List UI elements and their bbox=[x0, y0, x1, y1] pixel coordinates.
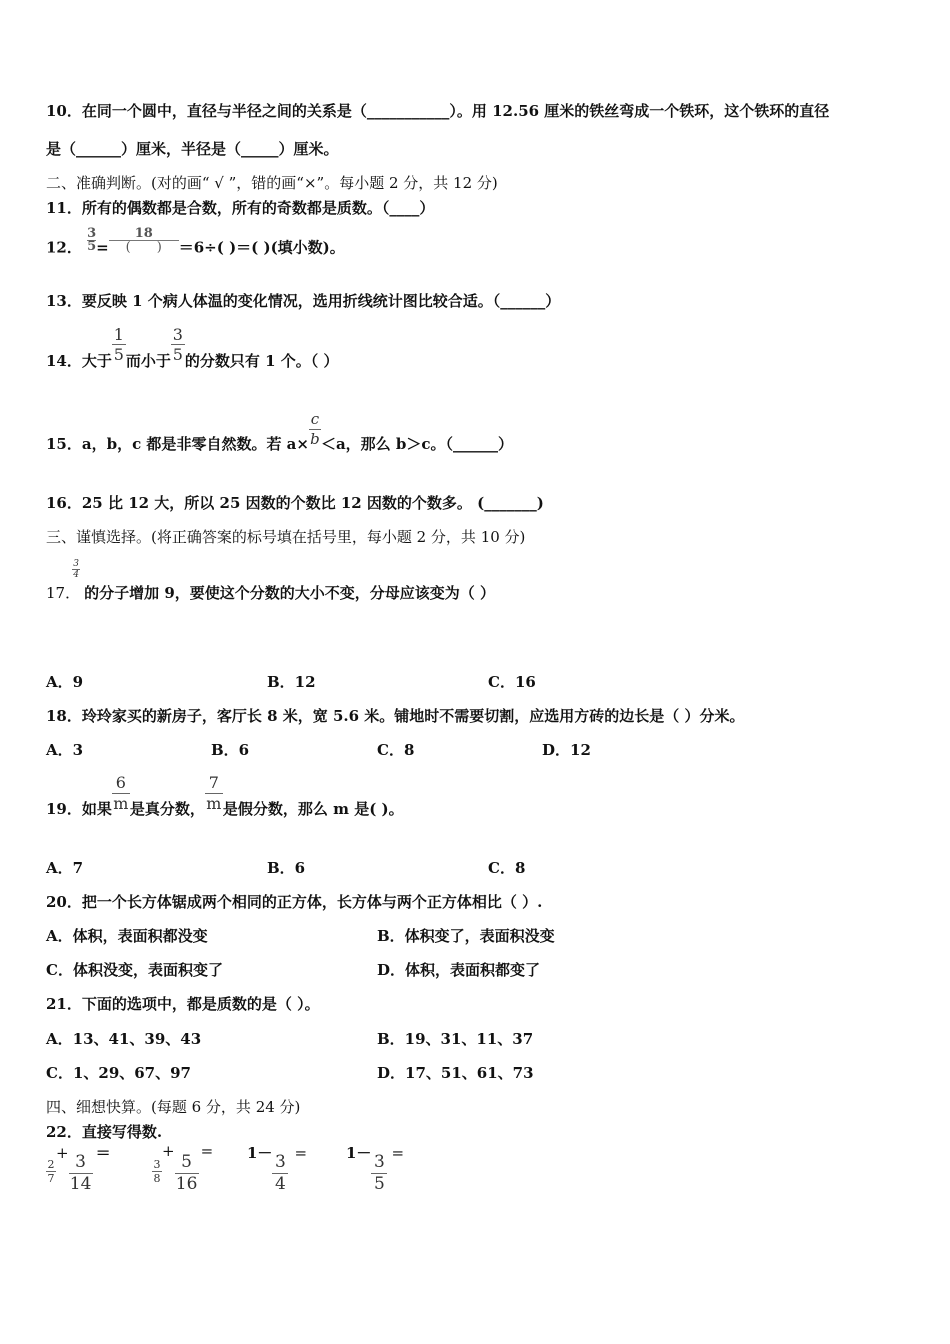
q17-fraction-3-4: $\frac{3}{4}$ bbox=[73, 559, 79, 580]
q18-option-b[interactable]: B．6 bbox=[211, 741, 250, 759]
q22-e1-fraction-b: $\frac{3}{14}$ bbox=[69, 1152, 92, 1194]
q10-line1: 10．在同一个圆中，直径与半径之间的关系是（___________）。用 12.56 厘米的铁丝弯成一个铁环，这个铁环的直径 bbox=[46, 102, 830, 120]
q12: 12． $\frac{3}{5}$ = $\frac{18}{( )}$ ＝6÷( )＝( )(填小数)。 bbox=[46, 226, 345, 257]
q12-fraction-3-5: $\frac{3}{5}$ bbox=[87, 226, 97, 254]
q22-e2-fraction-a: $\frac{3}{8}$ bbox=[153, 1158, 161, 1185]
q17-option-a[interactable]: A．9 bbox=[46, 673, 84, 691]
q18: 18．玲玲家买的新房子，客厅长 8 米，宽 5.6 米。铺地时不需要切割，应选用方砖的边长是（ ）分米。 bbox=[46, 707, 745, 725]
q22-expression-4: 1－ $\frac{3}{5}$ = bbox=[346, 1144, 405, 1194]
q12-fraction-18-blank: $\frac{18}{( )}$ bbox=[109, 227, 179, 254]
q20-option-c[interactable]: C．体积没变，表面积变了 bbox=[46, 961, 223, 979]
q22-expression-1: $\frac{2}{7}$ + $\frac{3}{14}$ ＝ bbox=[47, 1144, 111, 1194]
q20-option-a[interactable]: A．体积，表面积都没变 bbox=[46, 927, 208, 945]
q18-option-c[interactable]: C．8 bbox=[377, 741, 415, 759]
q12-number: 12 bbox=[46, 238, 67, 257]
q22-e1-fraction-a: $\frac{2}{7}$ bbox=[47, 1158, 55, 1185]
section-4-heading: 四、细想快算。(每题 6 分，共 24 分) bbox=[46, 1098, 301, 1116]
q18-option-d[interactable]: D．12 bbox=[542, 741, 591, 759]
q20-option-d[interactable]: D．体积，表面积都变了 bbox=[377, 961, 541, 979]
q15-fraction-c-b: $\frac{c}{b}$ bbox=[310, 410, 320, 448]
section-2-heading: 二、准确判断。(对的画“ √ ”，错的画“×”。每小题 2 分，共 12 分) bbox=[46, 174, 498, 192]
q22-e3-fraction: $\frac{3}{4}$ bbox=[272, 1152, 288, 1195]
q10-line2: 是（______）厘米，半径是（_____）厘米。 bbox=[46, 140, 339, 158]
q15: 15．a，b，c 都是非零自然数。若 a× $\frac{c}{b}$ ＜a，那么 b＞c。（______） bbox=[46, 410, 514, 453]
q17-option-c[interactable]: C．16 bbox=[488, 673, 536, 691]
q21-option-a[interactable]: A．13、41、39、43 bbox=[46, 1030, 202, 1048]
q21-option-d[interactable]: D．17、51、61、73 bbox=[377, 1064, 534, 1082]
q14-fraction-3-5: $\frac{3}{5}$ bbox=[172, 325, 183, 364]
q22-e4-fraction: $\frac{3}{5}$ bbox=[371, 1152, 387, 1195]
q13: 13．要反映 1 个病人体温的变化情况，选用折线统计图比较合适。（______） bbox=[46, 292, 561, 310]
q21-option-c[interactable]: C．1、29、67、97 bbox=[46, 1064, 191, 1082]
q19-option-c[interactable]: C．8 bbox=[488, 859, 526, 877]
q12-rest: ＝6÷( )＝( )(填小数)。 bbox=[178, 238, 345, 257]
q19-option-b[interactable]: B．6 bbox=[267, 859, 306, 877]
q22: 22．直接写得数. bbox=[46, 1123, 163, 1141]
q20-option-b[interactable]: B．体积变了，表面积没变 bbox=[377, 927, 555, 945]
q20: 20．把一个长方体锯成两个相同的正方体，长方体与两个正方体相比（ ）. bbox=[46, 893, 543, 911]
q19-fraction-6-m: $\frac{6}{m}$ bbox=[113, 773, 129, 813]
q19-option-a[interactable]: A．7 bbox=[46, 859, 84, 877]
q18-option-a[interactable]: A．3 bbox=[46, 741, 84, 759]
q11: 11．所有的偶数都是合数，所有的奇数都是质数。（____） bbox=[46, 199, 435, 217]
q17: 17． $\frac{3}{4}$ 的分子增加 9，要使这个分数的大小不变，分母应该变为（ ） bbox=[46, 559, 495, 602]
q22-e2-fraction-b: $\frac{5}{16}$ bbox=[175, 1152, 198, 1194]
q12-equals: = bbox=[96, 238, 109, 257]
q19-fraction-7-m: $\frac{7}{m}$ bbox=[206, 773, 222, 813]
q22-expression-3: 1－ $\frac{3}{4}$ = bbox=[247, 1144, 308, 1194]
q22-expression-2: $\frac{3}{8}$ + $\frac{5}{16}$ = bbox=[153, 1142, 214, 1194]
q17-option-b[interactable]: B．12 bbox=[267, 673, 316, 691]
q14-fraction-1-5: $\frac{1}{5}$ bbox=[113, 325, 124, 364]
q21-option-b[interactable]: B．19、31、11、37 bbox=[377, 1030, 534, 1048]
q19: 19．如果 $\frac{6}{m}$ 是真分数， $\frac{7}{m}$ 是假分数，那么 m 是( )。 bbox=[46, 773, 404, 818]
q21: 21．下面的选项中，都是质数的是（ ）。 bbox=[46, 995, 320, 1013]
q14: 14．大于 $\frac{1}{5}$ 而小于 $\frac{3}{5}$ 的分数只有 1 个。（ ） bbox=[46, 325, 339, 370]
q16: 16．25 比 12 大，所以 25 因数的个数比 12 因数的个数多。 (_______) bbox=[46, 494, 544, 512]
section-3-heading: 三、谨慎选择。(将正确答案的标号填在括号里，每小题 2 分，共 10 分) bbox=[46, 528, 526, 546]
